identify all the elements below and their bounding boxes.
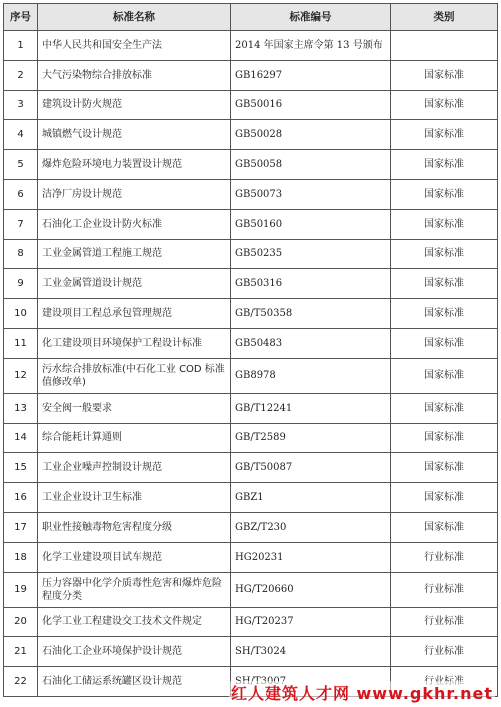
cell-code: GB50483 (231, 328, 391, 358)
table-row (4, 423, 498, 453)
table-row (4, 239, 498, 269)
cell-no: 14 (4, 423, 38, 453)
cell-category (391, 31, 498, 61)
cell-name: 压力容器中化学介质毒性危害和爆炸危险程度分类 (38, 572, 231, 607)
cell-category: 国家标准 (391, 299, 498, 329)
cell-no: 15 (4, 453, 38, 483)
site-watermark: 红人建筑人才网 www.gkhr.net (229, 681, 495, 704)
cell-code: GB/T50087 (231, 453, 391, 483)
cell-category: 国家标准 (391, 239, 498, 269)
cell-category: 国家标准 (391, 512, 498, 542)
cell-code: GB8978 (231, 358, 391, 393)
cell-code: HG/T20237 (231, 607, 391, 637)
cell-name: 石油化工储运系统罐区设计规范 (38, 667, 231, 697)
cell-name: 洁净厂房设计规范 (38, 179, 231, 209)
header-name: 标准名称 (38, 4, 231, 31)
cell-category: 国家标准 (391, 393, 498, 423)
cell-no: 16 (4, 483, 38, 513)
cell-no: 19 (4, 572, 38, 607)
cell-name: 污水综合排放标准(中石化工业 COD 标准值修改单) (38, 358, 231, 393)
cell-category: 国家标准 (391, 358, 498, 393)
cell-category: 行业标准 (391, 607, 498, 637)
table-row (4, 328, 498, 358)
table-row (4, 637, 498, 667)
cell-name: 建筑设计防火规范 (38, 90, 231, 120)
cell-category: 国家标准 (391, 60, 498, 90)
cell-code: GB50160 (231, 209, 391, 239)
cell-code: GB50235 (231, 239, 391, 269)
table-row (4, 120, 498, 150)
cell-code: 2014 年国家主席令第 13 号颁布 (231, 31, 391, 61)
cell-category: 行业标准 (391, 542, 498, 572)
cell-no: 21 (4, 637, 38, 667)
cell-no: 2 (4, 60, 38, 90)
cell-name: 工业企业设计卫生标准 (38, 483, 231, 513)
header-row (4, 4, 498, 31)
cell-code: GB50073 (231, 179, 391, 209)
cell-code: GBZ1 (231, 483, 391, 513)
cell-no: 13 (4, 393, 38, 423)
cell-code: GB16297 (231, 60, 391, 90)
cell-no: 17 (4, 512, 38, 542)
cell-category: 国家标准 (391, 328, 498, 358)
cell-code: HG20231 (231, 542, 391, 572)
table-row (4, 393, 498, 423)
cell-no: 8 (4, 239, 38, 269)
cell-code: SH/T3024 (231, 637, 391, 667)
cell-no: 5 (4, 150, 38, 180)
table-row (4, 453, 498, 483)
cell-category: 国家标准 (391, 90, 498, 120)
standards-table (3, 3, 498, 697)
cell-name: 工业企业噪声控制设计规范 (38, 453, 231, 483)
header-category: 类别 (391, 4, 498, 31)
table-row (4, 607, 498, 637)
cell-no: 7 (4, 209, 38, 239)
cell-category: 国家标准 (391, 269, 498, 299)
cell-category: 国家标准 (391, 423, 498, 453)
table-row (4, 60, 498, 90)
table-row (4, 179, 498, 209)
cell-no: 3 (4, 90, 38, 120)
cell-name: 化工建设项目环境保护工程设计标准 (38, 328, 231, 358)
cell-code: HG/T20660 (231, 572, 391, 607)
cell-category: 国家标准 (391, 150, 498, 180)
cell-category: 行业标准 (391, 637, 498, 667)
cell-no: 12 (4, 358, 38, 393)
cell-category: 国家标准 (391, 483, 498, 513)
cell-name: 安全阀一般要求 (38, 393, 231, 423)
cell-name: 城镇燃气设计规范 (38, 120, 231, 150)
cell-no: 6 (4, 179, 38, 209)
cell-no: 20 (4, 607, 38, 637)
table-row (4, 269, 498, 299)
cell-code: GB50316 (231, 269, 391, 299)
cell-name: 工业金属管道工程施工规范 (38, 239, 231, 269)
cell-name: 职业性接触毒物危害程度分级 (38, 512, 231, 542)
cell-code: GB/T2589 (231, 423, 391, 453)
table-row (4, 483, 498, 513)
cell-category: 国家标准 (391, 179, 498, 209)
cell-name: 综合能耗计算通则 (38, 423, 231, 453)
table-row (4, 299, 498, 329)
cell-code: GB50058 (231, 150, 391, 180)
cell-no: 9 (4, 269, 38, 299)
cell-name: 化学工业建设项目试车规范 (38, 542, 231, 572)
table-row (4, 358, 498, 393)
table-row (4, 90, 498, 120)
cell-no: 10 (4, 299, 38, 329)
cell-name: 石油化工企业设计防火标准 (38, 209, 231, 239)
cell-name: 中华人民共和国安全生产法 (38, 31, 231, 61)
cell-category: 国家标准 (391, 209, 498, 239)
table-row (4, 542, 498, 572)
cell-code: GB/T12241 (231, 393, 391, 423)
cell-category: 国家标准 (391, 120, 498, 150)
table-row (4, 572, 498, 607)
table-row (4, 150, 498, 180)
cell-name: 化学工业工程建设交工技术文件规定 (38, 607, 231, 637)
cell-no: 22 (4, 667, 38, 697)
cell-no: 18 (4, 542, 38, 572)
cell-code: GB50028 (231, 120, 391, 150)
cell-code: GB50016 (231, 90, 391, 120)
cell-name: 建设项目工程总承包管理规范 (38, 299, 231, 329)
cell-name: 大气污染物综合排放标准 (38, 60, 231, 90)
cell-code: GBZ/T230 (231, 512, 391, 542)
cell-category: 行业标准 (391, 572, 498, 607)
table-row (4, 512, 498, 542)
table-body (4, 31, 498, 697)
cell-no: 1 (4, 31, 38, 61)
cell-category: 国家标准 (391, 453, 498, 483)
cell-name: 工业金属管道设计规范 (38, 269, 231, 299)
cell-code: GB/T50358 (231, 299, 391, 329)
table-header (4, 4, 498, 31)
cell-name: 石油化工企业环境保护设计规范 (38, 637, 231, 667)
header-code: 标准编号 (231, 4, 391, 31)
header-no: 序号 (4, 4, 38, 31)
table-row (4, 31, 498, 61)
cell-no: 11 (4, 328, 38, 358)
table-row (4, 209, 498, 239)
cell-no: 4 (4, 120, 38, 150)
cell-name: 爆炸危险环境电力装置设计规范 (38, 150, 231, 180)
